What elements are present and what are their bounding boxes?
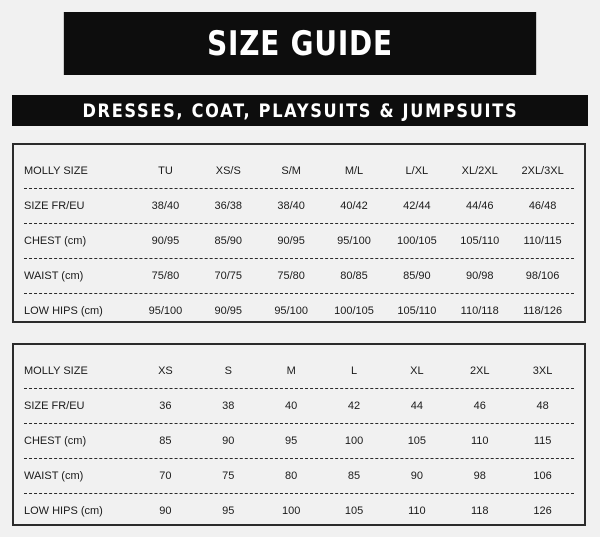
- table-cell: 38: [222, 400, 235, 412]
- table-row: [24, 258, 574, 293]
- size-header-cell: TU: [158, 165, 173, 177]
- table-cell: 40: [285, 400, 298, 412]
- size-header-cell: XL/2XL: [461, 165, 498, 177]
- row-label: SIZE FR/EU: [24, 200, 85, 212]
- table-cell: 98: [473, 470, 486, 482]
- table-cell: 48: [536, 400, 549, 412]
- size-header-cell: M: [286, 365, 296, 377]
- row-label: WAIST (cm): [24, 470, 84, 482]
- table-cell: 46/48: [528, 200, 557, 212]
- row-label: CHEST (cm): [24, 235, 87, 247]
- table-cell: 110/118: [460, 305, 499, 317]
- title-banner: [64, 12, 536, 75]
- table-cell: 42/44: [403, 200, 431, 212]
- size-header-cell: S: [224, 365, 232, 377]
- table-cell: 95: [222, 505, 235, 517]
- size-header-cell: XL: [410, 365, 424, 377]
- table-cell: 46: [473, 400, 486, 412]
- table-cell: 90/95: [277, 235, 305, 247]
- table-cell: 80/85: [340, 270, 368, 282]
- table-cell: 90/98: [465, 270, 494, 282]
- row-label: LOW HIPS (cm): [24, 505, 103, 517]
- table-cell: 126: [533, 505, 552, 517]
- table-cell: 75/80: [277, 270, 305, 282]
- table-row: [24, 423, 574, 458]
- table-cell: 118/126: [523, 305, 563, 317]
- table-cell: 95: [285, 435, 298, 447]
- table-cell: 95/100: [337, 235, 371, 247]
- size-header-cell: XS: [158, 365, 173, 377]
- size-table-range: [12, 143, 586, 323]
- table-cell: 105/110: [460, 235, 500, 247]
- size-header-cell: M/L: [344, 165, 364, 177]
- row-label: WAIST (cm): [24, 270, 84, 282]
- size-header-cell: S/M: [281, 165, 301, 177]
- size-header-cell: 3XL: [532, 365, 553, 377]
- table-cell: 38/40: [277, 200, 305, 212]
- table-cell: 90: [222, 435, 235, 447]
- table-cell: 90/95: [151, 235, 180, 247]
- page-title: SIZE GUIDE: [207, 23, 393, 64]
- table-cell: 40/42: [340, 200, 368, 212]
- table-cell: 90: [410, 470, 423, 482]
- table-cell: 80: [285, 470, 298, 482]
- table-cell: 85: [347, 470, 361, 482]
- table-row: [24, 388, 574, 423]
- table-cell: 36: [159, 400, 172, 412]
- table-cell: 98/106: [525, 270, 560, 282]
- table-cell: 75/80: [151, 270, 180, 282]
- table-cell: 90: [159, 505, 172, 517]
- table-cell: 44: [410, 400, 423, 412]
- table-cell: 100: [344, 435, 364, 447]
- page-subtitle: DRESSES, COAT, PLAYSUITS & JUMPSUITS: [82, 99, 518, 122]
- table-cell: 100/105: [396, 235, 437, 247]
- size-header-cell: 2XL/3XL: [521, 165, 564, 177]
- table-cell: 100: [281, 505, 301, 517]
- table-cell: 100/105: [334, 305, 374, 317]
- table-row: [24, 223, 574, 258]
- table-cell: 118: [470, 505, 489, 517]
- table-cell: 106: [533, 470, 552, 482]
- table-cell: 38/40: [151, 200, 180, 212]
- table-cell: 110: [470, 435, 489, 447]
- size-header-cell: 2XL: [469, 365, 490, 377]
- table-cell: 110/115: [523, 235, 562, 247]
- table-row: [24, 188, 574, 223]
- table-cell: 105: [344, 505, 364, 517]
- size-table-single: [12, 343, 586, 526]
- row-label: LOW HIPS (cm): [24, 305, 103, 317]
- table-row: [24, 154, 574, 188]
- table-cell: 42: [347, 400, 361, 412]
- table-row: [24, 354, 574, 388]
- table-cell: 90/95: [214, 305, 243, 317]
- row-label: CHEST (cm): [24, 435, 87, 447]
- table-cell: 85/90: [403, 270, 431, 282]
- row-label: MOLLY SIZE: [24, 365, 88, 377]
- size-header-cell: XS/S: [215, 165, 241, 177]
- row-label: MOLLY SIZE: [24, 165, 88, 177]
- table-row: [24, 458, 574, 493]
- table-cell: 110: [408, 505, 426, 517]
- table-cell: 115: [533, 435, 552, 447]
- table-row: [24, 493, 574, 528]
- table-cell: 70/75: [214, 270, 243, 282]
- table-cell: 85: [159, 435, 172, 447]
- table-cell: 105: [407, 435, 427, 447]
- size-header-cell: L/XL: [405, 165, 429, 177]
- table-cell: 85/90: [214, 235, 243, 247]
- table-cell: 70: [159, 470, 172, 482]
- table-cell: 95/100: [148, 305, 183, 317]
- subtitle-banner: [12, 95, 588, 126]
- size-header-cell: L: [350, 365, 358, 377]
- row-label: SIZE FR/EU: [24, 400, 85, 412]
- table-cell: 44/46: [465, 200, 494, 212]
- table-cell: 105/110: [397, 305, 437, 317]
- table-cell: 95/100: [274, 305, 308, 317]
- table-cell: 75: [222, 470, 235, 482]
- table-cell: 36/38: [214, 200, 243, 212]
- table-row: [24, 293, 574, 328]
